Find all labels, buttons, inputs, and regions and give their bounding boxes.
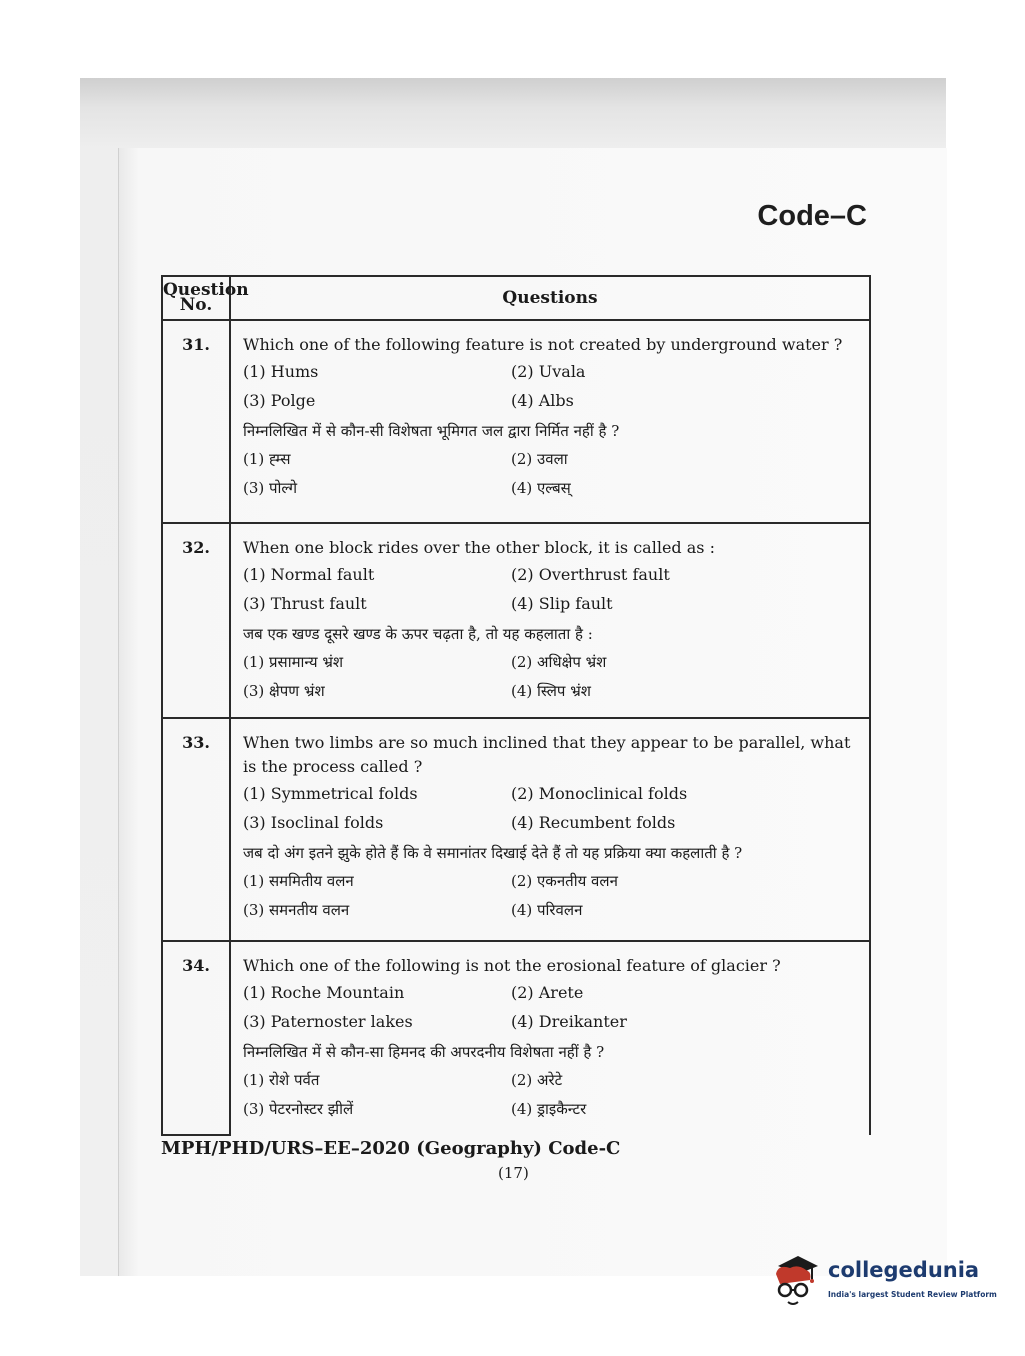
question-number: 33.: [162, 718, 230, 941]
option-hindi: (2) उवला: [511, 450, 568, 468]
option: (1) Symmetrical folds: [243, 784, 418, 803]
question-table: [161, 275, 871, 1136]
question-row-34: [162, 941, 870, 1135]
option-hindi: (2) एकनतीय वलन: [511, 872, 618, 890]
footer-title: MPH/PHD/URS–EE–2020 (Geography) Code-C: [161, 1138, 621, 1159]
question-text-hindi: निम्नलिखित में से कौन-सा हिमनद की अपरदनीय विशेषता नहीं है ?: [243, 1043, 605, 1061]
option-list: [243, 560, 863, 618]
option-list-hindi: [243, 1066, 863, 1124]
option: (2) Uvala: [511, 362, 586, 381]
question-row-31: [162, 320, 870, 523]
code-label: Code–C: [757, 200, 867, 232]
table-header-row: [162, 276, 870, 320]
question-body: [230, 941, 870, 1135]
question-number: 34.: [162, 941, 230, 1135]
header-question-no: Question No.: [162, 276, 230, 320]
option-hindi: (1) प्रसामान्य भ्रंश: [243, 653, 344, 671]
option-hindi: (2) अरेटे: [511, 1071, 563, 1089]
page-number: (17): [498, 1164, 529, 1182]
option-hindi: (1) रोशे पर्वत: [243, 1071, 320, 1089]
option-hindi: (4) स्लिप भ्रंश: [511, 682, 591, 700]
option-list-hindi: [243, 648, 863, 706]
option-list-hindi: [243, 867, 863, 925]
option-hindi: (3) पोल्गे: [243, 479, 298, 497]
question-text: When one block rides over the other block, it is called as :: [243, 538, 715, 557]
question-number: 31.: [162, 320, 230, 523]
option: (3) Paternoster lakes: [243, 1012, 413, 1031]
option: (1) Normal fault: [243, 565, 375, 584]
option-hindi: (3) क्षेपण भ्रंश: [243, 682, 325, 700]
brand-name: collegedunia: [828, 1258, 980, 1282]
question-text-hindi: जब एक खण्ड दूसरे खण्ड के ऊपर चढ़ता है, तो यह कहलाता है :: [243, 625, 593, 643]
option-hindi: (1) सममितीय वलन: [243, 872, 354, 890]
question-number: 32.: [162, 523, 230, 718]
brand-tagline: India's largest Student Review Platform: [828, 1290, 997, 1299]
option-hindi: (4) परिवलन: [511, 901, 583, 919]
question-row-32: [162, 523, 870, 718]
question-text-hindi: जब दो अंग इतने झुके होते हैं कि वे समानांतर दिखाई देते हैं तो यह प्रक्रिया क्या कहलाती है ?: [243, 844, 743, 862]
question-text: When two limbs are so much inclined that they appear to be parallel, what is the process called ?: [243, 733, 851, 776]
option: (3) Thrust fault: [243, 594, 367, 613]
question-body: [230, 523, 870, 718]
option: (2) Monoclinical folds: [511, 784, 688, 803]
option: (3) Isoclinal folds: [243, 813, 384, 832]
option-hindi: (1) ह्म्स: [243, 450, 291, 468]
mascot-icon: [768, 1250, 824, 1312]
option-list: [243, 357, 863, 415]
option-hindi: (4) एल्बस्: [511, 479, 571, 497]
question-text-hindi: निम्नलिखित में से कौन-सी विशेषता भूमिगत जल द्वारा निर्मित नहीं है ?: [243, 422, 620, 440]
option: (4) Recumbent folds: [511, 813, 676, 832]
question-row-33: [162, 718, 870, 941]
question-body: [230, 718, 870, 941]
option: (2) Arete: [511, 983, 584, 1002]
option-list-hindi: [243, 445, 863, 503]
option-list: [243, 978, 863, 1036]
question-body: [230, 320, 870, 523]
option: (1) Hums: [243, 362, 319, 381]
option: (2) Overthrust fault: [511, 565, 670, 584]
option-hindi: (3) पेटरनोस्टर झीलें: [243, 1100, 354, 1118]
option: (4) Dreikanter: [511, 1012, 627, 1031]
option: (1) Roche Mountain: [243, 983, 405, 1002]
option: (3) Polge: [243, 391, 316, 410]
collegedunia-logo: [768, 1250, 998, 1312]
option-hindi: (4) ड्राइकैन्टर: [511, 1100, 587, 1118]
option: (4) Slip fault: [511, 594, 613, 613]
question-text: Which one of the following is not the erosional feature of glacier ?: [243, 956, 781, 975]
option-list: [243, 779, 863, 837]
option-hindi: (2) अधिक्षेप भ्रंश: [511, 653, 607, 671]
option: (4) Albs: [511, 391, 574, 410]
question-text: Which one of the following feature is not created by underground water ?: [243, 335, 843, 354]
option-hindi: (3) समनतीय वलन: [243, 901, 350, 919]
header-questions: Questions: [230, 276, 870, 320]
